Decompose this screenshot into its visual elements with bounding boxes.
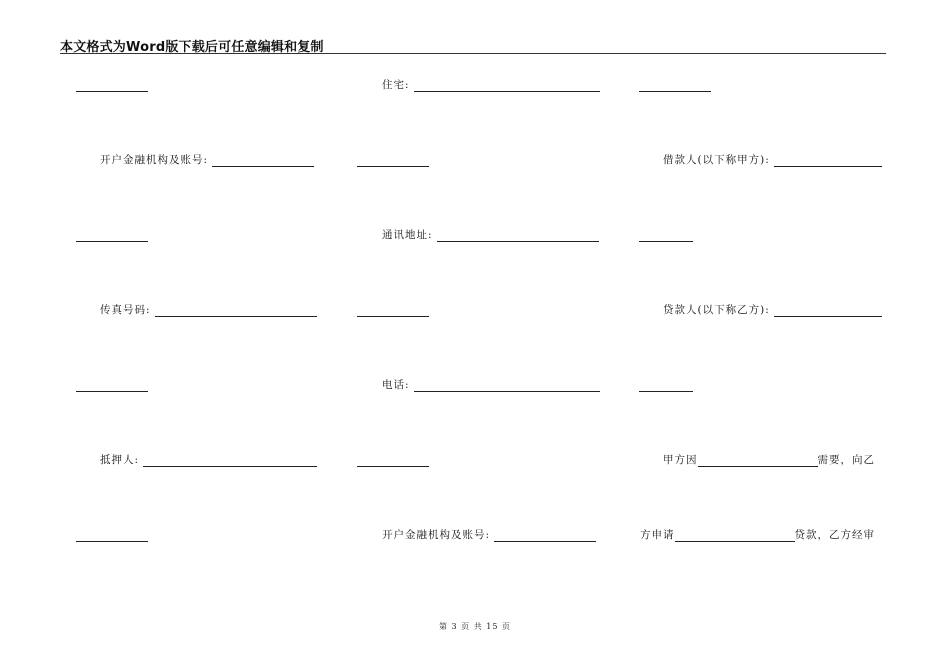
form-row	[0, 525, 950, 545]
field-mortgagor	[100, 450, 317, 470]
fill-blank	[414, 379, 600, 392]
page-number: 第 3 页 共 15 页	[439, 622, 511, 631]
field-label: 借款人(以下称甲方):	[663, 154, 770, 166]
blank-line	[357, 315, 429, 317]
field-label: 通讯地址:	[382, 229, 433, 241]
clause-party-a-need	[663, 450, 875, 470]
field-label: 传真号码:	[100, 304, 151, 316]
fill-blank	[774, 154, 882, 167]
fill-blank	[698, 454, 818, 467]
fill-blank	[494, 529, 596, 542]
field-residence	[382, 75, 600, 95]
form-row	[0, 150, 950, 170]
fill-blank	[437, 229, 599, 242]
clause-suffix: 需要，向乙	[817, 454, 875, 466]
field-label: 电话:	[382, 379, 410, 391]
clause-apply-loan	[640, 525, 875, 545]
blank-line	[357, 465, 429, 467]
field-label: 贷款人(以下称乙方):	[663, 304, 770, 316]
form-row	[0, 75, 950, 95]
field-label: 开户金融机构及账号:	[100, 154, 209, 166]
field-fax	[100, 300, 317, 320]
form-row	[0, 375, 950, 395]
blank-line	[639, 390, 693, 392]
field-label: 抵押人:	[100, 454, 140, 466]
field-mailing-address	[382, 225, 599, 245]
document-header	[60, 33, 886, 54]
fill-blank	[774, 304, 882, 317]
field-lender	[663, 300, 882, 320]
clause-prefix: 方申请	[640, 529, 675, 541]
clause-prefix: 甲方因	[663, 454, 698, 466]
fill-blank	[143, 454, 317, 467]
fill-blank	[414, 79, 600, 92]
field-bank-account-2	[382, 525, 596, 545]
blank-line	[639, 90, 711, 92]
blank-line	[357, 165, 429, 167]
form-row	[0, 300, 950, 320]
fill-blank	[155, 304, 317, 317]
form-row	[0, 450, 950, 470]
field-bank-account	[100, 150, 314, 170]
fill-blank	[212, 154, 314, 167]
field-label: 开户金融机构及账号:	[382, 529, 491, 541]
clause-suffix: 贷款，乙方经审	[794, 529, 875, 541]
field-borrower	[663, 150, 882, 170]
form-row	[0, 225, 950, 245]
field-label: 住宅:	[382, 79, 410, 91]
blank-line	[639, 240, 693, 242]
header-title: 本文格式为Word版下载后可任意编辑和复制	[60, 40, 324, 55]
fill-blank	[675, 529, 795, 542]
field-phone	[382, 375, 600, 395]
